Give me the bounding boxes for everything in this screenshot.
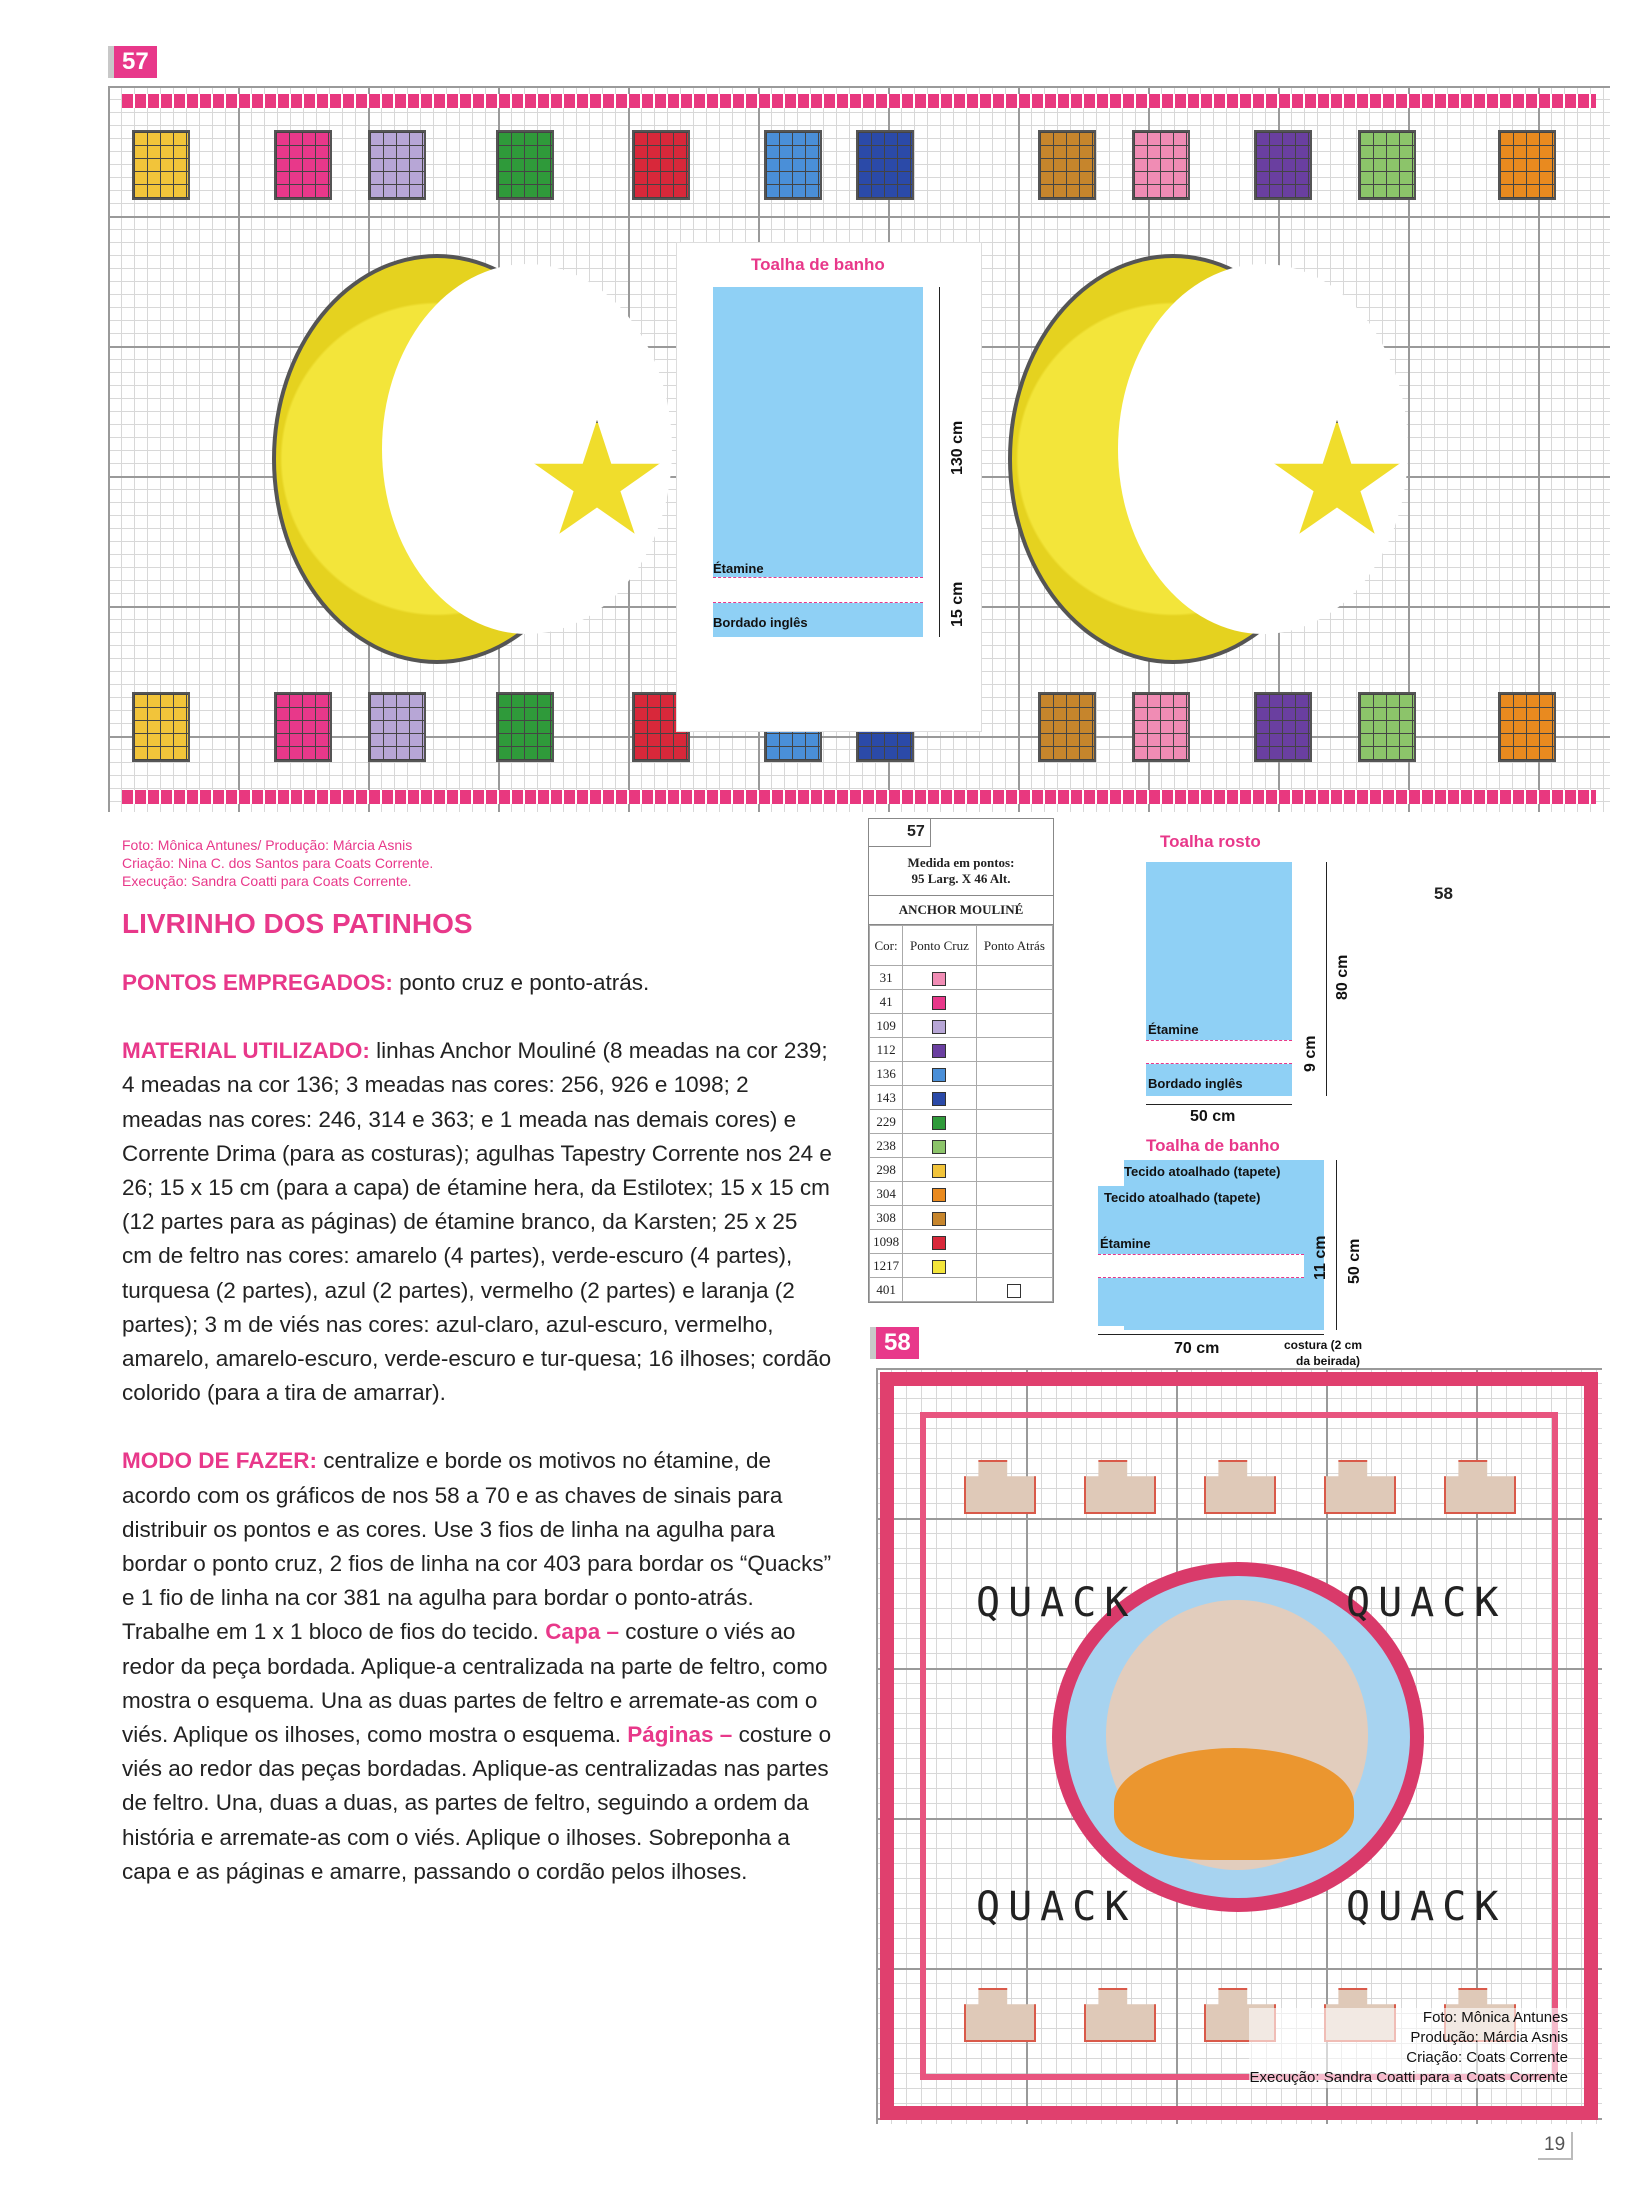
color-swatch-icon (932, 1164, 946, 1178)
color-swatch-icon (932, 996, 946, 1010)
quack-text: QUACK (1346, 1580, 1507, 1626)
key-row (870, 990, 1053, 1014)
motif-304-bottom (1498, 692, 1556, 762)
key-color-code: 143 (870, 1086, 903, 1110)
motif-112-bottom (1254, 692, 1312, 762)
tecido-label-2: Tecido atoalhado (tapete) (1104, 1190, 1261, 1205)
key-row (870, 1038, 1053, 1062)
height-line (939, 287, 940, 637)
key-atras-cell (976, 1182, 1052, 1206)
key-color-code: 1098 (870, 1230, 903, 1254)
key-atras-cell (976, 1014, 1052, 1038)
rosto-height-line (1326, 862, 1327, 1096)
modo-paragraph (122, 1444, 832, 1889)
key-row (870, 966, 1053, 990)
key-color-code: 304 (870, 1182, 903, 1206)
banho-title: Toalha de banho (1146, 1136, 1280, 1155)
chart-57-tag: 57 (108, 46, 157, 78)
key-cruz-cell (903, 1038, 977, 1062)
photo-credit-line: Execução: Sandra Coatti para a Coats Corrente (1249, 2069, 1568, 2086)
key-color-code: 229 (870, 1110, 903, 1134)
banho-strip-height: 11 cm (1312, 1235, 1329, 1280)
motif-41 (274, 130, 332, 200)
rosto-bordado-label: Bordado inglês (1148, 1076, 1243, 1091)
key-color-code: 238 (870, 1134, 903, 1158)
key-color-code: 1217 (870, 1254, 903, 1278)
costura-label: costura (2 cm (1284, 1338, 1363, 1352)
motif-1098 (632, 130, 690, 200)
pontos-paragraph (122, 966, 832, 1000)
rosto-height: 80 cm (1334, 954, 1351, 1000)
bottom-border-band (122, 790, 1596, 804)
towel-panel-57 (676, 242, 982, 732)
top-border-band (122, 94, 1596, 108)
key-cruz-cell (903, 1062, 977, 1086)
photo-credit-58 (1249, 2008, 1568, 2088)
banho-etamine-label: Étamine (1100, 1236, 1151, 1251)
color-swatch-icon (932, 1092, 946, 1106)
photo-credit-line: Produção: Márcia Asnis (1410, 2029, 1568, 2046)
key-row (870, 1110, 1053, 1134)
motif-143 (856, 130, 914, 200)
motif-304 (1498, 130, 1556, 200)
quack-text: QUACK (976, 1884, 1137, 1930)
panel-title: Toalha de banho (751, 255, 885, 274)
key-color-code: 112 (870, 1038, 903, 1062)
pontos-text: ponto cruz e ponto-atrás. (399, 970, 650, 995)
credit-line: Foto: Mônica Antunes/ Produção: Márcia Asnis (122, 837, 413, 853)
key-cruz-cell (903, 990, 977, 1014)
motif-238 (1358, 130, 1416, 200)
banho-height: 50 cm (1346, 1238, 1363, 1284)
height-label: 130 cm (949, 420, 966, 475)
key-brand: ANCHOR MOULINÉ (869, 896, 1053, 925)
key-atras-cell (976, 1230, 1052, 1254)
key-atras-cell (976, 1206, 1052, 1230)
color-swatch-icon (932, 972, 946, 986)
color-swatch-icon (932, 1188, 946, 1202)
tecido-label-1: Tecido atoalhado (tapete) (1124, 1164, 1281, 1179)
duck-wing (1114, 1748, 1354, 1860)
motif-229-bottom (496, 692, 554, 762)
motif-136 (764, 130, 822, 200)
moon-right (1008, 254, 1338, 664)
banho-height-line (1336, 1160, 1337, 1330)
key-row (870, 1134, 1053, 1158)
rosto-width: 50 cm (1190, 1108, 1236, 1125)
chart-57-grid (108, 86, 1610, 812)
medida-line: Medida em pontos: (907, 855, 1015, 870)
strip-height-label: 15 cm (949, 581, 966, 627)
key-cruz-cell (903, 1182, 977, 1206)
rosto-strip-height: 9 cm (1302, 1035, 1319, 1072)
key-color-code: 401 (870, 1278, 903, 1302)
banho-etamine-strip (1098, 1254, 1304, 1278)
key-cruz-cell (903, 1206, 977, 1230)
key-atras-cell (976, 1086, 1052, 1110)
credit-line: Execução: Sandra Coatti para Coats Corrente. (122, 873, 412, 889)
color-swatch-icon (932, 1116, 946, 1130)
motif-308-bottom (1038, 692, 1096, 762)
motif-298-bottom (132, 692, 190, 762)
key-row (870, 1206, 1053, 1230)
color-swatch-icon (932, 1020, 946, 1034)
rosto-etamine-label: Étamine (1148, 1022, 1199, 1037)
key-row (870, 1158, 1053, 1182)
color-swatch-icon (932, 1068, 946, 1082)
rosto-title: Toalha rosto (1160, 832, 1261, 851)
bordado-label: Bordado inglês (713, 615, 808, 630)
key-atras-cell (976, 1038, 1052, 1062)
capa-label: Capa – (545, 1619, 619, 1645)
key-row (870, 1278, 1053, 1302)
motif-112 (1254, 130, 1312, 200)
color-swatch-icon (932, 1236, 946, 1250)
key-color-code: 308 (870, 1206, 903, 1230)
motif-298 (132, 130, 190, 200)
color-swatch-icon (932, 1212, 946, 1226)
photo-credit-line: Criação: Coats Corrente (1406, 2049, 1568, 2066)
banho-width-line (1098, 1334, 1324, 1335)
key-number: 57 (869, 819, 931, 847)
key-color-code: 41 (870, 990, 903, 1014)
quack-text: QUACK (976, 1580, 1137, 1626)
color-swatch-icon (932, 1044, 946, 1058)
motif-109 (368, 130, 426, 200)
moon-left (272, 254, 602, 664)
key-table (869, 925, 1053, 1302)
etamine-strip (713, 577, 923, 603)
photo-credit-line: Foto: Mônica Antunes (1422, 2009, 1568, 2026)
key-color-code: 109 (870, 1014, 903, 1038)
key-atras-cell (976, 1254, 1052, 1278)
chart-58-tag: 58 (870, 1327, 919, 1359)
key-cruz-cell (903, 1134, 977, 1158)
key-cruz-cell (903, 1110, 977, 1134)
banho-width: 70 cm (1174, 1340, 1220, 1357)
motif-229 (496, 130, 554, 200)
key-row (870, 1062, 1053, 1086)
paginas-label: Páginas – (627, 1722, 733, 1748)
key-cruz-cell (903, 1158, 977, 1182)
key-color-code: 31 (870, 966, 903, 990)
color-key-57 (868, 818, 1054, 1303)
col-cruz: Ponto Cruz (903, 926, 977, 966)
quack-text: QUACK (1346, 1884, 1507, 1930)
etamine-label: Étamine (713, 561, 764, 576)
key-cruz-cell (903, 1014, 977, 1038)
key-atras-cell (976, 1110, 1052, 1134)
key-cruz-cell (903, 1086, 977, 1110)
material-label: MATERIAL UTILIZADO: (122, 1038, 370, 1064)
credits-57 (122, 836, 433, 890)
key-row (870, 1086, 1053, 1110)
motif-238-bottom (1358, 692, 1416, 762)
color-swatch-icon (932, 1260, 946, 1274)
key-row (870, 1230, 1053, 1254)
credit-line: Criação: Nina C. dos Santos para Coats Corrente. (122, 855, 434, 871)
medida-line: 95 Larg. X 46 Alt. (911, 871, 1011, 886)
modo-text-2: costure o viés ao redor da peça bordada. Aplique-a centralizada na parte de feltro, como mostra o esquema. Una as duas partes de feltro e arremate-as com o viés. Aplique os ilhoses, como mostra o esquema. (122, 1619, 828, 1748)
key-atras-cell (976, 1278, 1052, 1302)
key-color-code: 298 (870, 1158, 903, 1182)
motif-31-bottom (1132, 692, 1190, 762)
key-medida (869, 847, 1053, 896)
page-number: 19 (1538, 2132, 1573, 2160)
article-heading: LIVRINHO DOS PATINHOS (122, 908, 473, 939)
motif-109-bottom (368, 692, 426, 762)
material-paragraph (122, 1034, 832, 1410)
article-body (122, 966, 832, 1923)
key-row (870, 1182, 1053, 1206)
col-atras: Ponto Atrás (976, 926, 1052, 966)
rosto-etamine-strip (1146, 1040, 1292, 1064)
costura-label-2: da beirada) (1296, 1354, 1361, 1368)
towels-number-58: 58 (1434, 884, 1453, 903)
key-color-code: 136 (870, 1062, 903, 1086)
key-atras-cell (976, 1062, 1052, 1086)
modo-text-1: centralize e borde os motivos no étamine, de acordo com os gráficos de nos 58 a 70 e as chaves de sinais para distribuir os pontos e as cores. Use 3 fios de linha na agulha para bordar o ponto cruz, 2 fios de linha na cor 403 para bordar os “Quacks” e 1 fio de linha na cor 381 na agulha para bordar o ponto-atrás. Trabalhe em 1 x 1 bloco de fios do tecido. (122, 1448, 832, 1645)
key-cruz-cell (903, 1278, 977, 1302)
key-cruz-cell (903, 1254, 977, 1278)
pontos-label: PONTOS EMPREGADOS: (122, 970, 393, 995)
color-swatch-icon (932, 1140, 946, 1154)
key-atras-cell (976, 1134, 1052, 1158)
key-cruz-cell (903, 1230, 977, 1254)
key-atras-cell (976, 1158, 1052, 1182)
key-atras-cell (976, 990, 1052, 1014)
motif-41-bottom (274, 692, 332, 762)
key-row (870, 1014, 1053, 1038)
motif-31 (1132, 130, 1190, 200)
motif-308 (1038, 130, 1096, 200)
modo-text-3: costure o viés ao redor das peças bordadas. Aplique-as centralizadas nas partes de feltro. Una, duas a duas, as partes de feltro, seguindo a ordem da história e arremate-as com o viés. Aplique o ilhoses. Sobreponha a capa e as páginas e amarre, passando o cordão pelos ilhoses. (122, 1722, 832, 1884)
rosto-width-line (1146, 1104, 1292, 1105)
key-atras-cell (976, 966, 1052, 990)
modo-label: MODO DE FAZER: (122, 1448, 317, 1474)
col-cor: Cor: (870, 926, 903, 966)
key-row (870, 1254, 1053, 1278)
key-cruz-cell (903, 966, 977, 990)
color-swatch-icon (1007, 1284, 1021, 1298)
material-text: linhas Anchor Mouliné (8 meadas na cor 239; 4 meadas na cor 136; 3 meadas nas cores: 256, 926 e 1098; 2 meadas nas cores: 246, 314 e 363; e 1 meada nas demais cores) e Corrente Drima (para as costuras); agulhas Tapestry Corrente nos 24 e 26; 15 x 15 cm (para a capa) de étamine hera, da Estilotex; 15 x 15 cm (12 partes para as páginas) de étamine branco, da Karsten; 25 x 25 cm de feltro nas cores: amarelo (4 partes), verde-escuro (4 partes), turquesa (2 partes), azul (2 partes), vermelho (2 partes) e laranja (2 partes); 3 m de viés nas cores: azul-claro, azul-escuro, vermelho, amarelo, amarelo-escuro, verde-escuro e tur-quesa; 16 ilhoses; cordão colorido (para a tira de amarrar). (122, 1038, 832, 1406)
